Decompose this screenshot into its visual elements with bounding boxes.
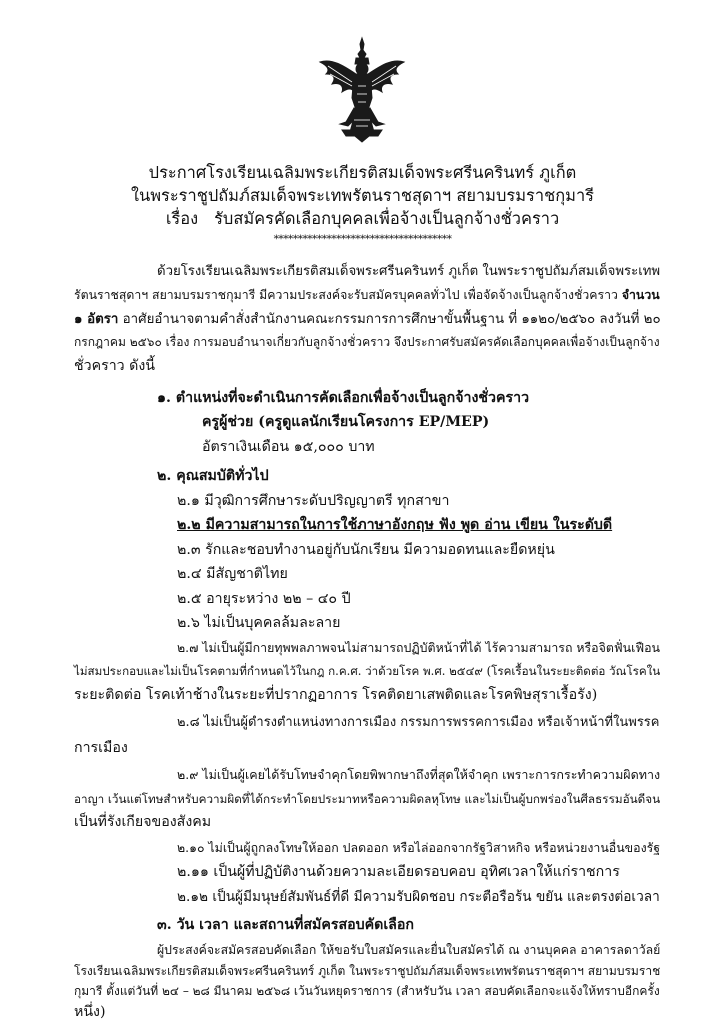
qualification-2-12: ๒.๑๒ เป็นผู้มีมนุษย์สัมพันธ์ที่ดี มีความรับผิดชอบ กระตือรือร้น ขยัน และตรงต่อเวลา	[177, 888, 660, 905]
subject-label: เรื่อง	[165, 209, 199, 228]
qualification-2-11: ๒.๑๑ เป็นผู้ที่ปฏิบัติงานด้วยความละเอียดรอบคอบ อุทิศเวลาให้แก่ราชการ	[177, 864, 620, 881]
intro-line-2	[74, 286, 660, 304]
qualification-2-9-line-2: อาญา เว้นแต่โทษสำหรับความผิดที่ได้กระทำโดยประมาทหรือความผิดลหุโทษ และไม่เป็นผู้บกพร่องในศีลธรรมอันดีจน	[74, 791, 661, 806]
intro-line-3-text: อาศัยอำนาจตามคำสั่งสำนักงานคณะกรรมการการศึกษาขั้นพื้นฐาน ที่ ๑๑๒๐/๒๕๖๐ ลงวันที่ ๒๐	[122, 311, 661, 327]
section-3-title: ๓. วัน เวลา และสถานที่สมัครสอบคัดเลือก	[157, 917, 414, 934]
header-line-1: ประกาศโรงเรียนเฉลิมพระเกียรติสมเด็จพระศรีนครินทร์ ภูเก็ต	[148, 163, 577, 182]
qualification-2-7-line-2: ไม่สมประกอบและไม่เป็นโรคตามที่กำหนดไว้ในกฎ ก.ค.ศ. ว่าด้วยโรค พ.ศ. ๒๕๔๙ (โรคเรื้อนในระยะติดต่อ วัณโรคใน	[74, 664, 661, 679]
intro-line-1: ด้วยโรงเรียนเฉลิมพระเกียรติสมเด็จพระศรีนครินทร์ ภูเก็ต ในพระราชูปถัมภ์สมเด็จพระเทพ	[157, 263, 661, 279]
intro-line-2-text: รัตนราชสุดาฯ สยามบรมราชกุมารี มีความประสงค์จะรับสมัครบุคคลทั่วไป เพื่อจัดจ้างเป็นลูกจ้างชั่วคราว	[74, 288, 618, 303]
section-3-line-4: หนึ่ง)	[74, 1004, 106, 1021]
qualification-2-5: ๒.๕ อายุระหว่าง ๒๒ – ๔๐ ปี	[177, 590, 351, 607]
qualification-2-9-line-3: เป็นที่รังเกียจของสังคม	[74, 814, 212, 831]
header-line-2: ในพระราชูปถัมภ์สมเด็จพระเทพรัตนราชสุดาฯ สยามบรมราชกุมารี	[131, 186, 594, 205]
qualification-2-3: ๒.๓ รักและชอบทำงานอยู่กับนักเรียน มีความอดทนและยืดหยุ่น	[177, 541, 555, 558]
intro-line-3	[74, 310, 661, 329]
qualification-2-2: ๒.๒ มีความสามารถในการใช้ภาษาอังกฤษ ฟัง พูด อ่าน เขียน ในระดับดี	[177, 517, 613, 534]
section-3-line-1: ผู้ประสงค์จะสมัครสอบคัดเลือก ให้ขอรับใบสมัครและยื่นใบสมัครได้ ณ งานบุคคล อาคารลดาวัลย์	[157, 942, 661, 957]
subject-text: รับสมัครคัดเลือกบุคคลเพื่อจ้างเป็นลูกจ้างชั่วคราว	[214, 209, 560, 228]
section-2-title: ๒. คุณสมบัติทั่วไป	[157, 468, 269, 485]
section-1-salary: อัตราเงินเดือน ๑๕,๐๐๐ บาท	[202, 438, 375, 455]
intro-line-5: ชั่วคราว ดังนี้	[74, 357, 155, 374]
qualification-2-8-line-1: ๒.๘ ไม่เป็นผู้ดำรงตำแหน่งทางการเมือง กรรมการพรรคการเมือง หรือเจ้าหน้าที่ในพรรค	[177, 715, 660, 731]
qualification-2-7-line-1: ๒.๗ ไม่เป็นผู้มีกายทุพพลภาพจนไม่สามารถปฏิบัติหน้าที่ได้ ไร้ความสามารถ หรือจิตฟั่นเฟือน	[177, 640, 660, 655]
header-subject	[0, 206, 725, 232]
qualification-2-1: ๒.๑ มีวุฒิการศึกษาระดับปริญญาตรี ทุกสาขา	[177, 492, 450, 509]
section-3-line-3: กุมารี ตั้งแต่วันที่ ๒๔ – ๒๘ มีนาคม ๒๕๖๘ เว้นวันหยุดราชการ (สำหรับวัน เวลา สอบคัดเลือกจะแจ้งให้ทราบอีกครั้ง	[74, 984, 660, 999]
garuda-emblem-icon	[318, 36, 406, 144]
intro-count-label: จำนวน	[621, 287, 660, 303]
qualification-2-8-line-2: การเมือง	[74, 739, 128, 756]
qualification-2-10: ๒.๑๐ ไม่เป็นผู้ถูกลงโทษให้ออก ปลดออก หรือไล่ออกจากรัฐวิสาหกิจ หรือหน่วยงานอื่นของรัฐ	[177, 840, 661, 855]
qualification-2-7-line-3: ระยะติดต่อ โรคเท้าช้างในระยะที่ปรากฏอาการ โรคติดยาเสพติดและโรคพิษสุราเรื้อรัง)	[74, 687, 598, 704]
qualification-2-4: ๒.๔ มีสัญชาติไทย	[177, 566, 288, 583]
qualification-2-9-line-1: ๒.๙ ไม่เป็นผู้เคยได้รับโทษจำคุกโดยพิพากษาถึงที่สุดให้จำคุก เพราะการกระทำความผิดทาง	[177, 767, 661, 783]
header-divider: *************************************	[273, 232, 452, 245]
qualification-2-6: ๒.๖ ไม่เป็นบุคคลล้มละลาย	[177, 615, 341, 632]
intro-count-value: ๑ อัตรา	[74, 310, 119, 327]
section-1-title: ๑. ตำแหน่งที่จะดำเนินการคัดเลือกเพื่อจ้างเป็นลูกจ้างชั่วคราว	[157, 389, 530, 406]
intro-line-4: กรกฎาคม ๒๕๖๐ เรื่อง การมอบอำนาจเกี่ยวกับลูกจ้างชั่วคราว จึงประกาศรับสมัครคัดเลือกบุคคลเพื่อจ้างเป็นลูกจ้าง	[74, 335, 660, 350]
section-1-position: ครูผู้ช่วย (ครูดูแลนักเรียนโครงการ EP/MEP)	[202, 414, 490, 431]
section-3-line-2: โรงเรียนเฉลิมพระเกียรติสมเด็จพระศรีนครินทร์ ภูเก็ต ในพระราชูปถัมภ์สมเด็จพระเทพรัตนราชสุดาฯ สยามบรมราช	[74, 963, 661, 978]
